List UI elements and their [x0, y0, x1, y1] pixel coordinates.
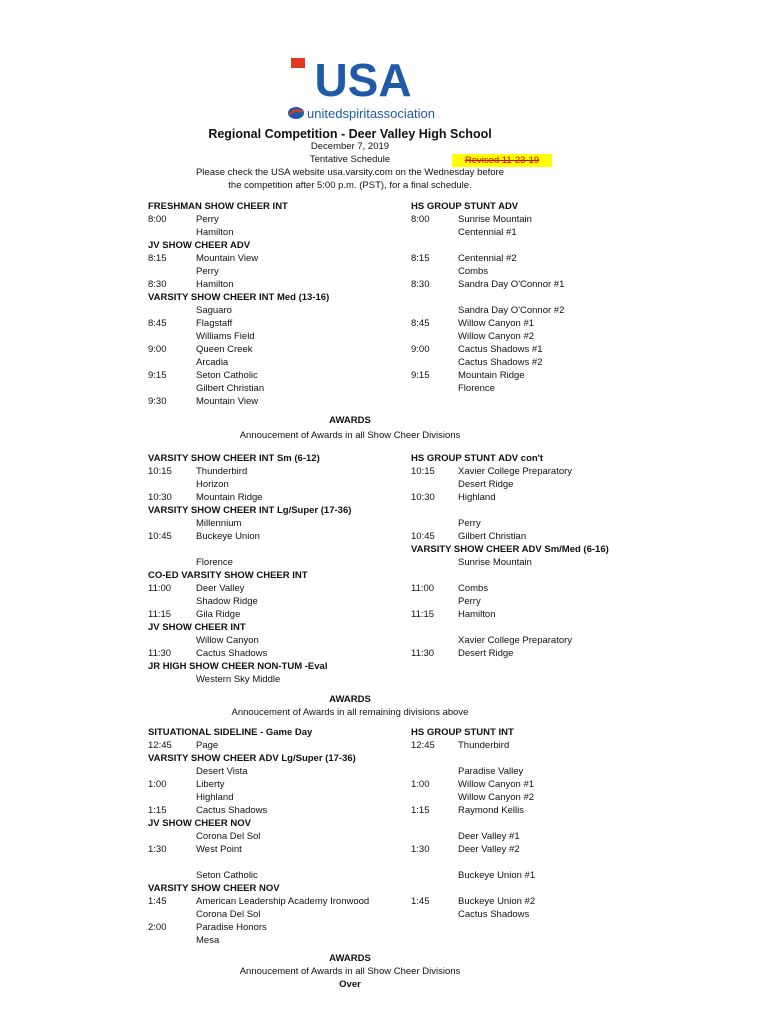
team-name: Cactus Shadows: [196, 805, 268, 816]
team-name: Corona Del Sol: [196, 831, 261, 842]
division-heading: HS GROUP STUNT ADV con't: [411, 453, 544, 464]
slot-time: 10:30: [148, 492, 172, 503]
team-name: Hamilton: [196, 227, 234, 238]
team-name: Florence: [458, 383, 495, 394]
team-name: Willow Canyon #2: [458, 331, 535, 342]
division-heading: HS GROUP STUNT ADV: [411, 201, 519, 212]
team-name: Perry: [458, 518, 481, 529]
slot-time: 9:30: [148, 396, 167, 407]
team-name: Raymond Kellis: [458, 805, 524, 816]
slot-time: 11:00: [148, 583, 172, 594]
awards-1-text: Annoucement of Awards in all Show Cheer Divisions: [239, 430, 461, 441]
slot-time: 8:15: [148, 253, 167, 264]
slot-time: 8:00: [411, 214, 430, 225]
team-name: Deer Valley: [196, 583, 245, 594]
team-name: Cactus Shadows #2: [458, 357, 543, 368]
usa-tagline: unitedspiritassociation: [307, 106, 435, 121]
team-name: Buckeye Union: [196, 531, 260, 542]
team-name: Seton Catholic: [196, 370, 258, 381]
slot-time: 2:00: [148, 922, 167, 933]
team-name: Willow Canyon #1: [458, 779, 535, 790]
team-name: Willow Canyon #1: [458, 318, 535, 329]
slot-time: 8:15: [411, 253, 430, 264]
team-name: Perry: [458, 596, 481, 607]
team-name: Gila Ridge: [196, 609, 241, 620]
slot-time: 11:15: [148, 609, 172, 620]
division-heading: VARSITY SHOW CHEER NOV: [148, 883, 280, 894]
team-name: Willow Canyon #2: [458, 792, 535, 803]
team-name: Corona Del Sol: [196, 909, 261, 920]
team-name: Seton Catholic: [196, 870, 258, 881]
revised-badge: Revised 11-23-19: [452, 154, 552, 167]
team-name: Desert Ridge: [458, 648, 514, 659]
team-name: Sunrise Mountain: [458, 557, 532, 568]
slot-time: 11:30: [411, 648, 435, 659]
division-heading: JR HIGH SHOW CHEER NON-TUM -Eval: [148, 661, 328, 672]
team-name: Millennium: [196, 518, 242, 529]
slot-time: 9:00: [411, 344, 430, 355]
awards-3-title: AWARDS: [329, 953, 371, 964]
division-heading: VARSITY SHOW CHEER INT Sm (6-12): [148, 453, 320, 464]
division-heading: VARSITY SHOW CHEER ADV Sm/Med (6-16): [411, 544, 609, 555]
team-name: Saguaro: [196, 305, 232, 316]
awards-2-title: AWARDS: [329, 694, 371, 705]
division-heading: VARSITY SHOW CHEER INT Med (13-16): [148, 292, 330, 303]
team-name: Liberty: [196, 779, 225, 790]
awards-3-text: Annoucement of Awards in all Show Cheer Divisions: [239, 966, 461, 977]
usa-logo-text: USA: [314, 56, 412, 106]
slot-time: 10:15: [148, 466, 172, 477]
team-name: American Leadership Academy Ironwood: [196, 896, 370, 907]
team-name: Western Sky Middle: [196, 674, 281, 685]
slot-time: 9:00: [148, 344, 167, 355]
division-heading: VARSITY SHOW CHEER INT Lg/Super (17-36): [148, 505, 352, 516]
team-name: Desert Vista: [196, 766, 248, 777]
team-name: Paradise Honors: [196, 922, 267, 933]
team-name: Xavier College Preparatory: [458, 466, 573, 477]
slot-time: 10:45: [148, 531, 172, 542]
slot-time: 1:30: [411, 844, 430, 855]
team-name: Highland: [196, 792, 234, 803]
team-name: Deer Valley #2: [458, 844, 520, 855]
team-name: Desert Ridge: [458, 479, 514, 490]
team-name: Horizon: [196, 479, 229, 490]
team-name: Cactus Shadows #1: [458, 344, 543, 355]
tentative-label: Tentative Schedule: [309, 154, 391, 165]
division-heading: JV SHOW CHEER NOV: [148, 818, 251, 829]
slot-time: 1:45: [411, 896, 430, 907]
division-heading: CO-ED VARSITY SHOW CHEER INT: [148, 570, 308, 581]
team-name: Shadow Ridge: [196, 596, 258, 607]
team-name: Page: [196, 740, 219, 751]
team-name: Buckeye Union #1: [458, 870, 536, 881]
slot-time: 9:15: [148, 370, 167, 381]
event-date: December 7, 2019: [310, 141, 390, 152]
slot-time: 8:00: [148, 214, 167, 225]
notice-line-1: Please check the USA website usa.varsity.com on the Wednesday before: [195, 167, 505, 178]
team-name: Sandra Day O'Connor #1: [458, 279, 565, 290]
team-name: Thunderbird: [458, 740, 510, 751]
team-name: Willow Canyon: [196, 635, 259, 646]
team-name: Mountain View: [196, 253, 259, 264]
slot-time: 8:30: [148, 279, 167, 290]
team-name: Mountain View: [196, 396, 259, 407]
team-name: Xavier College Preparatory: [458, 635, 573, 646]
division-heading: FRESHMAN SHOW CHEER INT: [148, 201, 288, 212]
team-name: Gilbert Christian: [458, 531, 527, 542]
slot-time: 1:15: [148, 805, 167, 816]
division-heading: VARSITY SHOW CHEER ADV Lg/Super (17-36): [148, 753, 356, 764]
slot-time: 1:45: [148, 896, 167, 907]
slot-time: 12:45: [411, 740, 435, 751]
usa-logo: [283, 56, 443, 126]
team-name: Perry: [196, 266, 219, 277]
team-name: Arcadia: [196, 357, 229, 368]
team-name: Sunrise Mountain: [458, 214, 532, 225]
notice-line-2: the competition after 5:00 p.m. (PST), for a final schedule.: [228, 180, 472, 191]
slot-time: 8:45: [411, 318, 430, 329]
team-name: Highland: [458, 492, 496, 503]
team-name: Hamilton: [196, 279, 234, 290]
slot-time: 9:15: [411, 370, 430, 381]
team-name: Perry: [196, 214, 219, 225]
slot-time: 1:15: [411, 805, 430, 816]
team-name: Mountain Ridge: [458, 370, 525, 381]
over-label: Over: [339, 979, 361, 990]
team-name: Centennial #2: [458, 253, 517, 264]
team-name: Buckeye Union #2: [458, 896, 536, 907]
awards-1-title: AWARDS: [329, 415, 371, 426]
team-name: Thunderbird: [196, 466, 248, 477]
team-name: Mesa: [196, 935, 220, 946]
division-heading: JV SHOW CHEER INT: [148, 622, 246, 633]
team-name: Centennial #1: [458, 227, 517, 238]
slot-time: 11:00: [411, 583, 435, 594]
slot-time: 11:15: [411, 609, 435, 620]
slot-time: 10:30: [411, 492, 435, 503]
division-heading: JV SHOW CHEER ADV: [148, 240, 251, 251]
slot-time: 8:45: [148, 318, 167, 329]
slot-time: 10:15: [411, 466, 435, 477]
team-name: West Point: [196, 844, 242, 855]
slot-time: 12:45: [148, 740, 172, 751]
page-title: Regional Competition - Deer Valley High School: [208, 127, 492, 141]
team-name: Combs: [458, 583, 489, 594]
awards-2-text: Annoucement of Awards in all remaining divisions above: [231, 707, 469, 718]
team-name: Cactus Shadows: [196, 648, 268, 659]
slot-time: 1:00: [148, 779, 167, 790]
team-name: Combs: [458, 266, 489, 277]
team-name: Mountain Ridge: [196, 492, 263, 503]
team-name: Cactus Shadows: [458, 909, 530, 920]
slot-time: 10:45: [411, 531, 435, 542]
slot-time: 11:30: [148, 648, 172, 659]
team-name: Deer Valley #1: [458, 831, 520, 842]
team-name: Florence: [196, 557, 233, 568]
team-name: Paradise Valley: [458, 766, 524, 777]
team-name: Williams Field: [196, 331, 255, 342]
team-name: Flagstaff: [196, 318, 233, 329]
slot-time: 8:30: [411, 279, 430, 290]
slot-time: 1:30: [148, 844, 167, 855]
team-name: Gilbert Christian: [196, 383, 265, 394]
team-name: Queen Creek: [196, 344, 253, 355]
team-name: Hamilton: [458, 609, 496, 620]
division-heading: HS GROUP STUNT INT: [411, 727, 514, 738]
division-heading: SITUATIONAL SIDELINE - Game Day: [148, 727, 313, 738]
team-name: Sandra Day O'Connor #2: [458, 305, 565, 316]
slot-time: 1:00: [411, 779, 430, 790]
